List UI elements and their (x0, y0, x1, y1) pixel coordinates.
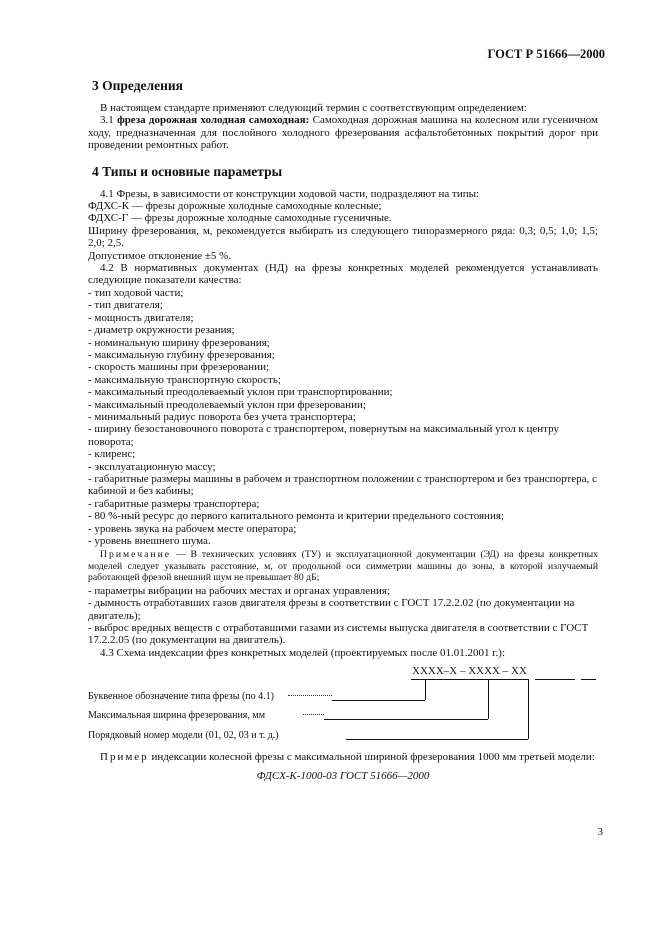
param-item: - тип ходовой части; (88, 286, 184, 299)
scheme-label-type: Буквенное обозначение типа фрезы (по 4.1) (88, 691, 274, 703)
param-item: - максимальный преодолеваемый уклон при фрезеровании; (88, 398, 366, 411)
param-item: - габаритные размеры транспортера; (88, 497, 260, 510)
type-tracked: ФДХС-Г — фрезы дорожные холодные самоходные гусеничные. (88, 212, 392, 225)
note-label: Примечание (100, 549, 172, 561)
example-label: Пример (100, 751, 149, 764)
param-item: - максимальную глубину фрезерования; (88, 348, 275, 361)
param-item: - максимальный преодолеваемый уклон при транспортировании; (88, 386, 393, 399)
document-code: ГОСТ Р 51666—2000 (487, 47, 605, 61)
scheme-label-width: Максимальная ширина фрезерования, мм (88, 710, 266, 722)
scheme-code: ХХХХ–Х – ХХХХ – ХХ (412, 665, 527, 678)
param-item: - дымность отработавших газов двигателя фрезы в соответствии с ГОСТ 17.2.2.02 (по документации на двигатель); (88, 597, 575, 622)
param-item: - минимальный радиус поворота без учета транспортера; (88, 410, 356, 423)
example-text: индексации колесной фрезы с максимальной шириной фрезерования 1000 мм третьей модели: (148, 751, 595, 764)
param-item: - уровень внешнего шума. (88, 535, 211, 547)
param-item: - габаритные размеры машины в рабочем и транспортном положении с транспортером и без транспортера, с кабиной и без кабины; (88, 472, 597, 498)
param-item: - выброс вредных веществ с отработавшими газами из системы выпуска двигателя в соответствии с ГОСТ 17.2.2.05 (по документации на двигатель). (88, 621, 589, 647)
section-3-intro: В настоящем стандарте применяют следующий термин с соответствующим определением: (100, 102, 527, 114)
quality-params-list-2 (88, 585, 598, 647)
para-4-1: 4.1 Фрезы, в зависимости от конструкции ходовой части, подразделяют на типы: (100, 187, 480, 200)
section-4-title: 4 Типы и основные параметры (92, 163, 283, 179)
param-item: - скорость машины при фрезеровании; (88, 361, 270, 374)
term-definition (88, 114, 598, 151)
example-formula: ФДСХ-К-1000-03 ГОСТ 51666—2000 (256, 769, 430, 782)
para-4-3: 4.3 Схема индексации фрез конкретных моделей (проектируемых после 01.01.2001 г.): (100, 646, 506, 659)
param-item: - ширину безостановочного поворота с транспортером, повернутым на максимальный угол к центру поворота; (88, 423, 559, 448)
param-item: - номинальную ширину фрезерования; (88, 336, 270, 349)
page-number: 3 (597, 826, 603, 838)
para-4-2: 4.2 В нормативных документах (НД) на фрезы конкретных моделей рекомендуется устанавливать следующие показатели качества: (88, 262, 598, 287)
param-item: - уровень звука на рабочем месте оператора; (88, 522, 297, 535)
param-item: - диаметр окружности резания; (88, 324, 235, 337)
param-item: - клиренс; (88, 448, 136, 461)
term-number: 3.1 (100, 114, 118, 127)
param-item: - 80 %-ный ресурс до первого капитального ремонта и критерии предельного состояния; (88, 510, 504, 523)
scheme-label-model: Порядковый номер модели (01, 02, 03 и т. д.) (88, 730, 279, 742)
tolerance: Допустимое отклонение ±5 %. (88, 249, 232, 262)
note (88, 549, 598, 582)
param-item: - эксплуатационную массу; (88, 460, 216, 473)
example (88, 751, 598, 763)
param-item: - мощность двигателя; (88, 311, 194, 324)
page-content (88, 74, 598, 782)
param-item: - параметры вибрации на рабочих местах и органах управления; (88, 584, 391, 597)
section-3-title: 3 Определения (92, 78, 183, 93)
type-wheeled: ФДХС-К — фрезы дорожные холодные самоходные колесные; (88, 200, 382, 213)
param-item: - максимальную транспортную скорость; (88, 373, 281, 386)
indexing-scheme (88, 665, 598, 742)
note-text: — В технических условиях (ТУ) и эксплуатационной документации (ЭД) на фрезы конкретных моделей следует указывать расстояние, м, от продольной оси симметрии машины до зоны, в которой излучаемый работающей фрезой внешний шум не превышает 80 дБ; (88, 549, 598, 583)
quality-params-list (88, 287, 598, 548)
param-item: - тип двигателя; (88, 299, 163, 312)
term-name: фреза дорожная холодная самоходная: (117, 114, 310, 127)
milling-width-range: Ширину фрезерования, м, рекомендуется выбирать из следующего типоразмерного ряда: 0,3; 0,5; 1,0; 1,5; 2,0; 2,5. (88, 224, 598, 250)
term-text: Самоходная дорожная машина на колесном или гусеничном ходу, предназначенная для послойного холодного фрезерования асфальтобетонных покрытий дорог при проведении ремонтных работ. (88, 114, 598, 152)
